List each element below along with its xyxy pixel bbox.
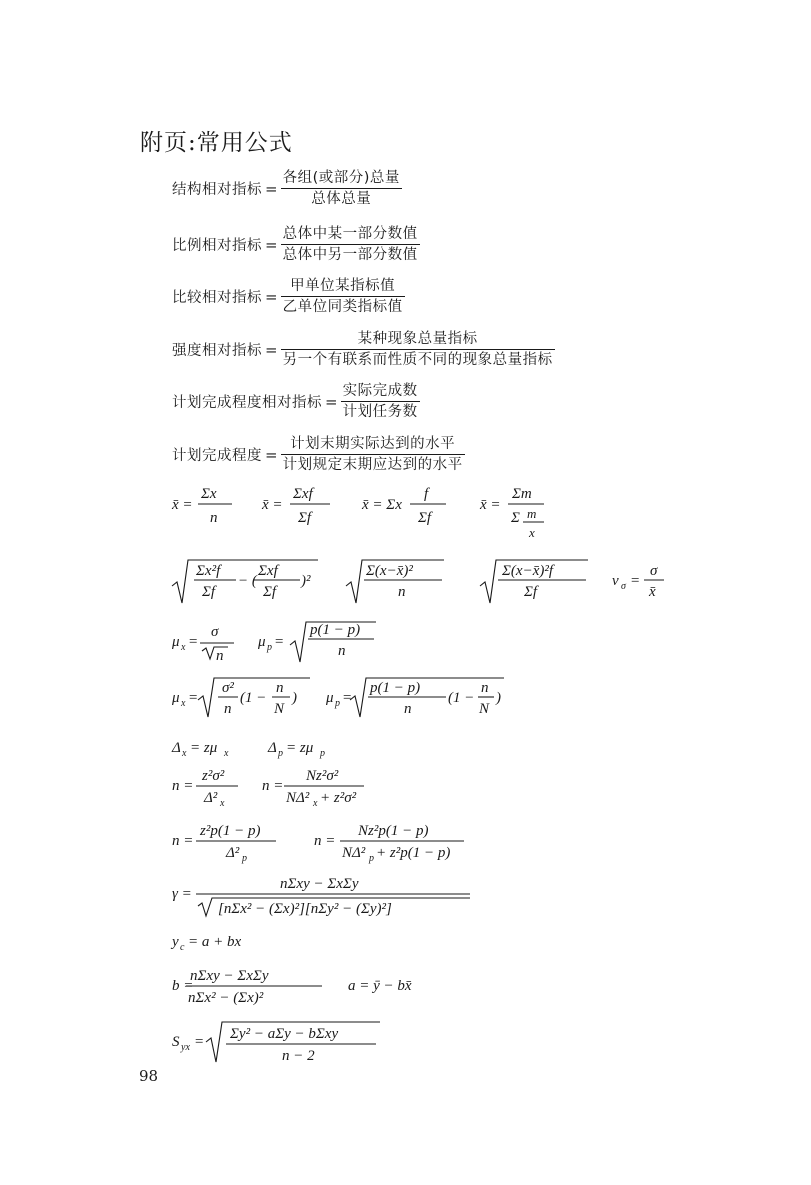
svg-text:x: x [181,698,186,709]
formula-name: 比较相对指标 [172,290,262,306]
formula-numerator: 某种现象总量指标 [357,331,478,347]
svg-text:x: x [313,798,318,809]
formula-name: 比例相对指标 [172,238,262,254]
formula-name: 结构相对指标 [172,182,262,198]
svg-text:p(1 − p): p(1 − p) [370,680,421,696]
svg-text:p: p [267,642,272,653]
svg-text:=: = [630,573,641,589]
page-title: 附页:常用公式 [140,130,293,156]
formula-comparison-ratio: 比较相对指标 = $\frac{\text{甲单位某指标值}}{\text{乙单位同类指标值}}$ [172,278,403,315]
formula-plan-completion-level: 计划完成程度 = $\frac{\text{计划末期实际达到的水平}}{\text{计划规定末期应达到的水平}}$ [172,436,463,473]
svg-text:Σx: Σx [201,486,217,502]
page-number: 98 [139,1067,159,1085]
svg-text:μ: μ [326,690,334,706]
svg-text:n: n [481,680,489,696]
svg-text:=: = [188,690,199,706]
svg-text:Σf: Σf [418,510,432,526]
svg-text:x: x [224,748,229,759]
svg-text:=: = [188,634,199,650]
svg-text:nΣxy − ΣxΣy: nΣxy − ΣxΣy [280,876,359,892]
svg-text:Δ²: Δ² [226,845,240,861]
svg-text:b =: b = [172,978,194,994]
svg-text:z²p(1 − p): z²p(1 − p) [200,823,261,839]
formula-name: 强度相对指标 [172,343,262,359]
svg-text:NΔ²: NΔ² [342,845,366,861]
svg-text:Δ: Δ [268,740,277,756]
svg-text:x: x [529,525,535,540]
formula-numerator: 总体中某一部分数值 [282,226,418,242]
svg-text:nΣx² − (Σx)²: nΣx² − (Σx)² [188,990,264,1006]
svg-text:Δ: Δ [172,740,181,756]
formula-denominator: 总体中另一部分数值 [282,247,418,263]
formula-name: 计划完成程度相对指标 [172,395,322,411]
formula-denominator: 另一个有联系而性质不同的现象总量指标 [282,352,553,368]
svg-text:n =: n = [172,833,194,849]
svg-text:p(1 − p): p(1 − p) [310,622,361,638]
svg-text:Δ²: Δ² [204,790,218,806]
svg-text:y: y [172,934,179,950]
svg-text:σ: σ [621,581,626,592]
svg-text:= zμ: = zμ [190,740,218,756]
svg-text:n: n [338,643,346,659]
svg-text:n: n [224,701,232,717]
svg-text:x̄: x̄ [649,584,656,600]
svg-text:N: N [479,701,490,717]
svg-text:n: n [216,648,224,664]
formula-structure-ratio: 结构相对指标 = $\frac{\text{各组(或部分)总量}}{\text{总体总量}}$ [172,170,400,207]
svg-text:x: x [181,642,186,653]
svg-text:γ =: γ = [172,886,192,902]
formula-name: 计划完成程度 [172,448,262,464]
svg-text:=: = [342,690,353,706]
formula-numerator: 甲单位某指标值 [290,278,396,294]
svg-text:Σxf: Σxf [258,563,278,579]
svg-text:=: = [194,1034,205,1050]
formula-numerator: 计划末期实际达到的水平 [290,436,456,452]
svg-text:): ) [292,690,297,706]
svg-text:Σ(x−x̄)²: Σ(x−x̄)² [366,563,413,579]
svg-text:(1 −: (1 − [448,690,475,706]
svg-text:n: n [210,510,218,526]
svg-text:μ: μ [172,634,180,650]
svg-text:(1 −: (1 − [240,690,267,706]
svg-text:Σm: Σm [512,486,532,502]
svg-text:p: p [278,748,283,759]
svg-text:+ z²σ²: + z²σ² [320,790,357,806]
formula-intensity-ratio: 强度相对指标 = $\frac{\text{某种现象总量指标}}{\text{另一个有联系而性质不同的现象总量指标}}$ [172,331,553,368]
svg-text:σ: σ [211,624,219,640]
svg-text:n − 2: n − 2 [282,1048,315,1064]
svg-text:n: n [276,680,284,696]
svg-text:): ) [496,690,501,706]
svg-text:− (: − ( [238,573,257,589]
formula-denominator: 计划规定末期应达到的水平 [282,457,463,473]
svg-text:a = ȳ − bx̄: a = ȳ − bx̄ [348,978,412,994]
svg-text:x̄ =: x̄ = [172,497,193,513]
svg-text:Σxf: Σxf [293,486,313,502]
svg-text:N: N [274,701,285,717]
svg-text:yx: yx [181,1042,190,1053]
svg-text:= a + bx: = a + bx [188,934,242,950]
svg-text:+ z²p(1 − p): + z²p(1 − p) [376,845,451,861]
svg-text:=: = [274,634,285,650]
svg-text:μ: μ [172,690,180,706]
svg-text:= zμ: = zμ [286,740,314,756]
svg-text:σ: σ [650,563,658,579]
svg-text:n =: n = [262,778,284,794]
svg-text:v: v [612,573,619,589]
svg-text:[nΣx² − (Σx)²][nΣy² − (Σy)²]: [nΣx² − (Σx)²][nΣy² − (Σy)²] [218,901,392,917]
svg-text:Nz²σ²: Nz²σ² [306,768,339,784]
svg-text:x: x [182,748,187,759]
formula-denominator: 计划任务数 [342,404,418,420]
svg-text:Σy² − aΣy − bΣxy: Σy² − aΣy − bΣxy [230,1026,339,1042]
svg-text:p: p [369,853,374,864]
svg-text:Σ: Σ [511,510,520,526]
svg-text:n: n [398,584,406,600]
svg-text:p: p [335,698,340,709]
svg-text:μ: μ [258,634,266,650]
svg-text:σ²: σ² [222,680,234,696]
formula-plan-completion-ratio: 计划完成程度相对指标 = $\frac{\text{实际完成数}}{\text{计划任务数}}$ [172,383,418,420]
svg-text:x̄ = Σx: x̄ = Σx [362,497,402,513]
svg-text:Σ(x−x̄)²f: Σ(x−x̄)²f [502,563,554,579]
svg-text:p: p [320,748,325,759]
formula-denominator: 总体总量 [311,191,372,207]
svg-text:Nz²p(1 − p): Nz²p(1 − p) [358,823,429,839]
svg-text:f: f [424,486,429,502]
svg-text:NΔ²: NΔ² [286,790,310,806]
svg-text:Σf: Σf [298,510,312,526]
svg-text:z²σ²: z²σ² [202,768,225,784]
svg-text:S: S [172,1034,180,1050]
svg-text:x̄ =: x̄ = [262,497,283,513]
svg-text:)²: )² [301,573,311,589]
svg-text:x̄ =: x̄ = [480,497,501,513]
formula-proportion-ratio: 比例相对指标 = $\frac{\text{总体中某一部分数值}}{\text{总体中另一部分数值}}$ [172,226,418,263]
formula-denominator: 乙单位同类指标值 [282,299,403,315]
svg-text:Σf: Σf [202,584,216,600]
svg-text:c: c [180,942,185,953]
formula-numerator: 各组(或部分)总量 [282,170,400,186]
svg-text:Σx²f: Σx²f [196,563,221,579]
svg-text:x: x [220,798,225,809]
svg-text:n: n [404,701,412,717]
svg-text:p: p [242,853,247,864]
svg-text:Σf: Σf [524,584,538,600]
svg-text:n =: n = [314,833,336,849]
formula-numerator: 实际完成数 [342,383,418,399]
svg-text:nΣxy − ΣxΣy: nΣxy − ΣxΣy [190,968,269,984]
svg-text:n =: n = [172,778,194,794]
svg-text:Σf: Σf [263,584,277,600]
svg-text:m: m [527,506,537,521]
